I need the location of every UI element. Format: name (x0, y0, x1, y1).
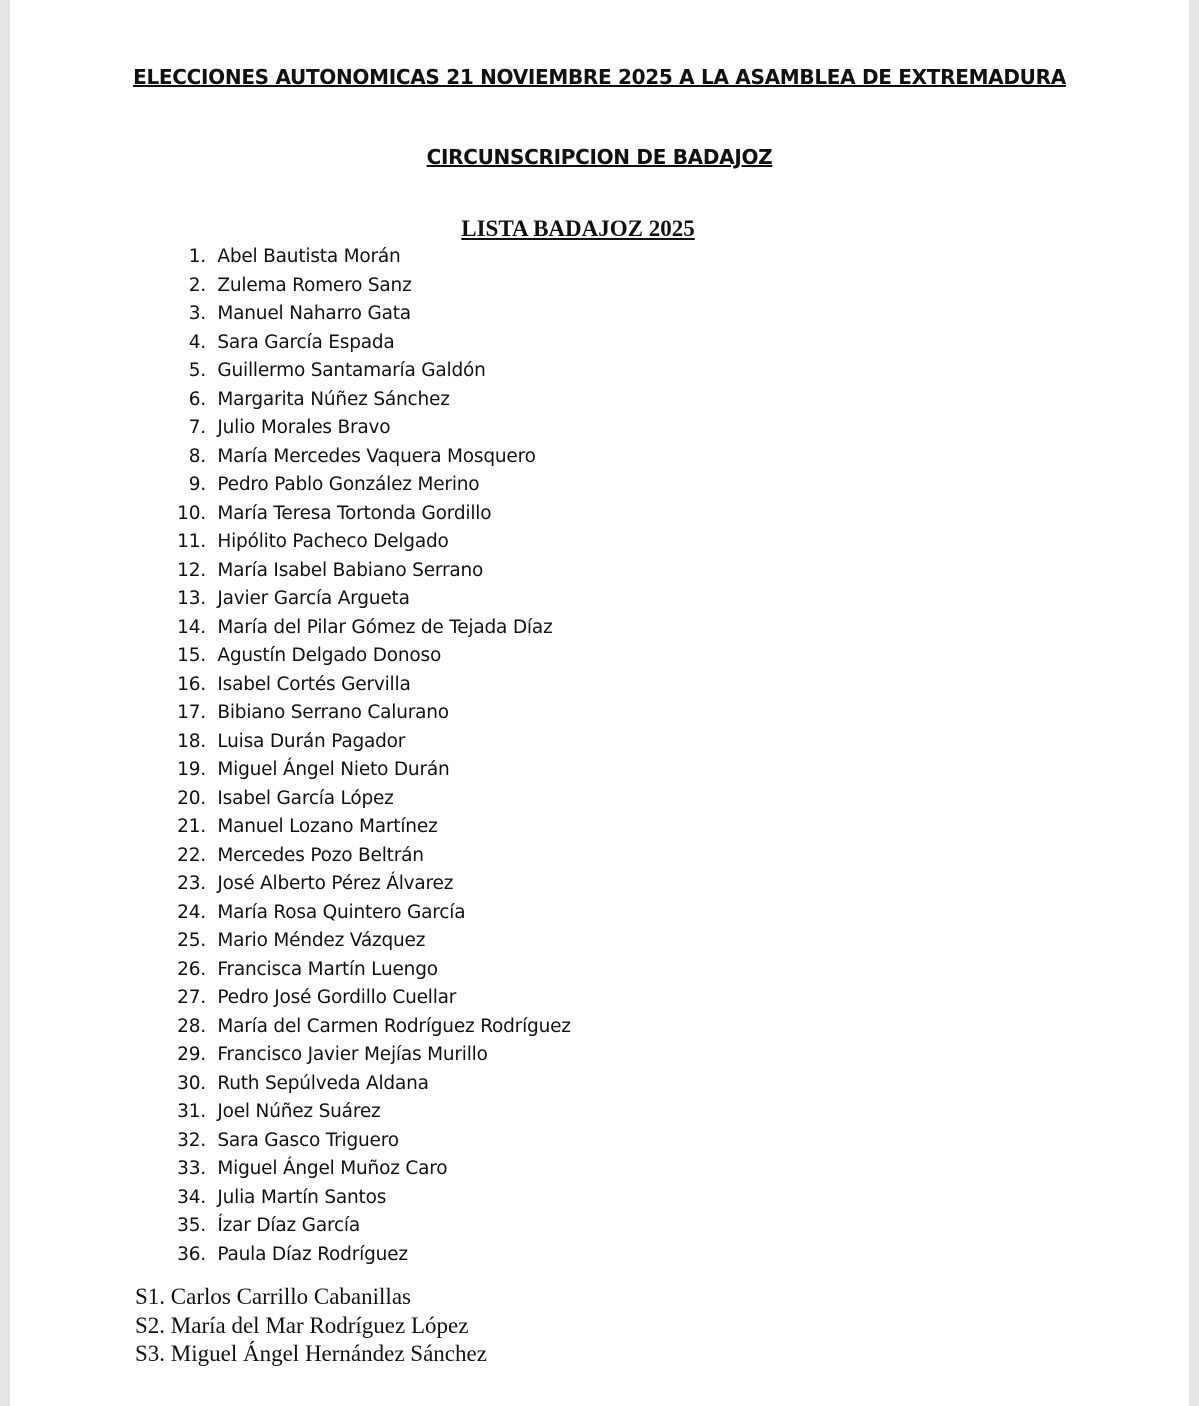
candidate-item (162, 528, 571, 557)
candidate-item (162, 500, 571, 529)
candidate-name: Mario Méndez Vázquez (217, 930, 426, 951)
candidate-name: María Rosa Quintero García (217, 901, 466, 923)
candidate-item (162, 1127, 571, 1156)
candidate-item (162, 243, 571, 272)
candidate-name: Manuel Lozano Martínez (217, 816, 438, 837)
candidate-name: Paula Díaz Rodríguez (217, 1243, 408, 1265)
candidate-name: Francisca Martín Luengo (217, 958, 438, 980)
candidate-name: Hipólito Pacheco Delgado (217, 531, 449, 552)
candidate-list (162, 243, 571, 1269)
candidate-number: 21. (177, 816, 206, 837)
substitute-number: S2. (135, 1312, 166, 1338)
candidate-name: Miguel Ángel Muñoz Caro (217, 1158, 448, 1179)
candidate-item (162, 443, 571, 472)
candidate-number: 22. (177, 844, 206, 866)
candidate-item (162, 585, 571, 614)
candidate-name: Manuel Naharro Gata (217, 303, 411, 324)
candidate-number: 1. (188, 246, 206, 267)
candidate-name: Pedro Pablo González Merino (217, 474, 480, 495)
candidate-name: María del Pilar Gómez de Tejada Díaz (217, 616, 553, 638)
candidate-name: Pedro José Gordillo Cuellar (217, 987, 457, 1008)
candidate-name: Mercedes Pozo Beltrán (217, 844, 424, 866)
candidate-item (162, 671, 571, 700)
candidate-name: Francisco Javier Mejías Murillo (217, 1044, 488, 1065)
candidate-name: Luisa Durán Pagador (217, 730, 406, 752)
candidate-name: Javier García Argueta (217, 588, 410, 609)
candidate-item (162, 557, 571, 586)
candidate-item (162, 699, 571, 728)
candidate-item (162, 272, 571, 301)
candidate-number: 34. (177, 1186, 206, 1208)
candidate-name: Miguel Ángel Nieto Durán (217, 759, 450, 780)
candidate-name: Ízar Díaz García (217, 1215, 360, 1236)
candidate-item (162, 1013, 571, 1042)
candidate-item (162, 1098, 571, 1127)
candidate-number: 12. (177, 559, 206, 581)
candidate-name: Julio Morales Bravo (217, 417, 391, 438)
candidate-item (162, 329, 571, 358)
candidate-number: 7. (188, 417, 206, 438)
candidate-name: Bibiano Serrano Calurano (217, 702, 449, 723)
candidate-item (162, 300, 571, 329)
candidate-number: 30. (177, 1072, 206, 1094)
candidate-item (162, 813, 571, 842)
candidate-number: 15. (177, 645, 206, 666)
candidate-item (162, 471, 571, 500)
candidate-item (162, 642, 571, 671)
substitute-number: S3. (135, 1341, 166, 1366)
candidate-number: 17. (177, 702, 206, 723)
candidate-name: María Isabel Babiano Serrano (217, 559, 484, 581)
candidate-number: 2. (188, 274, 206, 296)
candidate-name: José Alberto Pérez Álvarez (217, 873, 454, 894)
candidate-name: Isabel Cortés Gervilla (217, 673, 411, 695)
candidate-number: 32. (177, 1129, 206, 1151)
candidate-name: Zulema Romero Sanz (217, 274, 412, 296)
candidate-number: 3. (188, 303, 206, 324)
candidate-item (162, 1155, 571, 1184)
candidate-number: 18. (177, 730, 206, 752)
candidate-name: Ruth Sepúlveda Aldana (217, 1072, 429, 1094)
candidate-name: Agustín Delgado Donoso (217, 645, 442, 666)
candidate-item (162, 414, 571, 443)
candidate-item (162, 728, 571, 757)
candidate-name: Julia Martín Santos (217, 1186, 387, 1208)
candidate-item (162, 1041, 571, 1070)
candidate-number: 5. (188, 360, 206, 381)
candidate-number: 36. (177, 1243, 206, 1265)
candidate-number: 33. (177, 1158, 206, 1179)
page-edge-right (1189, 0, 1199, 1406)
candidate-number: 23. (177, 873, 206, 894)
candidate-number: 25. (177, 930, 206, 951)
candidate-number: 27. (177, 987, 206, 1008)
substitute-name: Carlos Carrillo Cabanillas (170, 1284, 411, 1309)
candidate-number: 9. (188, 474, 206, 495)
candidate-item (162, 842, 571, 871)
list-title: LISTA BADAJOZ 2025 (461, 216, 695, 241)
candidate-number: 8. (188, 445, 206, 467)
candidate-number: 11. (177, 531, 206, 552)
candidate-number: 20. (177, 787, 206, 809)
candidate-name: Sara Gasco Triguero (217, 1129, 399, 1151)
candidate-number: 4. (188, 331, 206, 353)
candidate-number: 6. (188, 388, 206, 410)
candidate-item (162, 614, 571, 643)
candidate-item (162, 386, 571, 415)
document-page (10, 0, 1189, 1406)
substitute-item (135, 1340, 487, 1369)
candidate-item (162, 756, 571, 785)
substitute-name: Miguel Ángel Hernández Sánchez (170, 1341, 487, 1366)
candidate-number: 26. (177, 958, 206, 980)
candidate-name: Isabel García López (217, 787, 394, 809)
candidate-item (162, 1241, 571, 1270)
candidate-name: Joel Núñez Suárez (217, 1101, 381, 1122)
candidate-item (162, 870, 571, 899)
substitute-item (135, 1283, 487, 1312)
candidate-item (162, 1184, 571, 1213)
candidate-item (162, 899, 571, 928)
candidate-number: 28. (177, 1015, 206, 1037)
candidate-number: 35. (177, 1215, 206, 1236)
candidate-number: 31. (177, 1101, 206, 1122)
candidate-number: 10. (177, 502, 206, 524)
substitute-list (135, 1283, 487, 1369)
election-title: ELECCIONES AUTONOMICAS 21 NOVIEMBRE 2025 A LA ASAMBLEA DE EXTREMADURA (133, 65, 1066, 89)
candidate-item (162, 357, 571, 386)
candidate-item (162, 984, 571, 1013)
candidate-number: 29. (177, 1044, 206, 1065)
page-edge-left (0, 0, 10, 1406)
constituency-heading: CIRCUNSCRIPCION DE BADAJOZ (426, 145, 773, 169)
candidate-item (162, 956, 571, 985)
candidate-name: Sara García Espada (217, 331, 395, 353)
candidate-item (162, 1212, 571, 1241)
candidate-name: María Mercedes Vaquera Mosquero (217, 445, 536, 467)
candidate-name: Guillermo Santamaría Galdón (217, 360, 486, 381)
candidate-number: 14. (177, 616, 206, 638)
candidate-name: María Teresa Tortonda Gordillo (217, 502, 492, 524)
candidate-name: Margarita Núñez Sánchez (217, 388, 450, 410)
candidate-number: 24. (177, 901, 206, 923)
candidate-number: 16. (177, 673, 206, 695)
candidate-name: María del Carmen Rodríguez Rodríguez (217, 1015, 571, 1037)
candidate-item (162, 927, 571, 956)
candidate-number: 13. (177, 588, 206, 609)
substitute-name: María del Mar Rodríguez López (170, 1312, 469, 1338)
substitute-number: S1. (135, 1284, 166, 1309)
candidate-item (162, 785, 571, 814)
substitute-item (135, 1312, 487, 1341)
candidate-name: Abel Bautista Morán (217, 246, 401, 267)
candidate-item (162, 1070, 571, 1099)
candidate-number: 19. (177, 759, 206, 780)
